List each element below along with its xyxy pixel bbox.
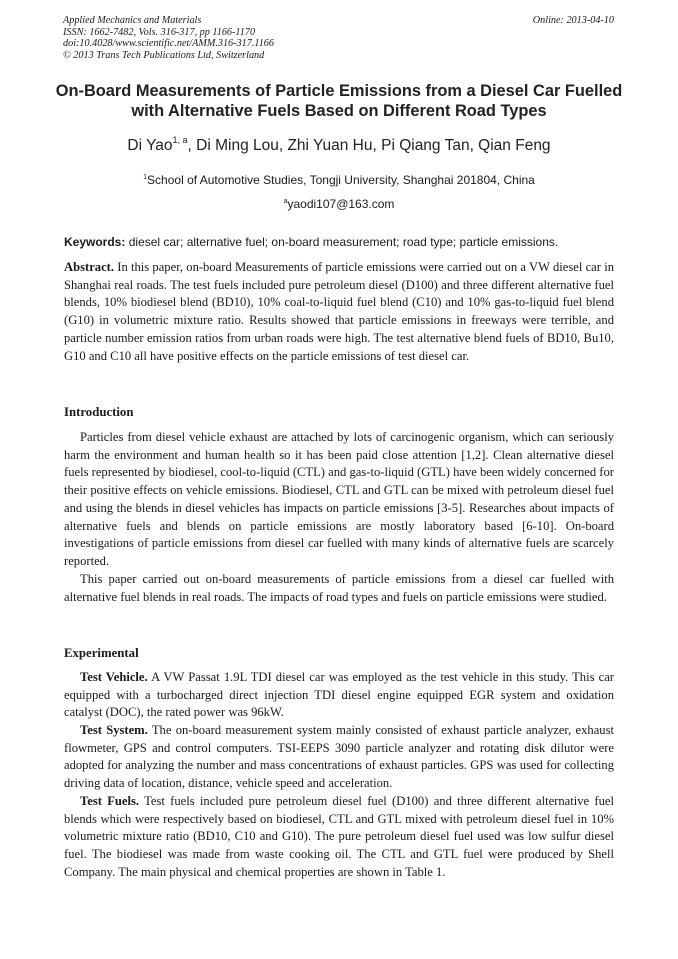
test-fuels-text: Test fuels included pure petroleum diesel fuel (D100) and three different alternative fuel blends which were respectively based on biodiesel, CTL and GTL mixed with petroleum diesel fuel in 10% volumetric mixture ratio (BD10, C10 and G10). The pure petroleum diesel fuel used was low sulfur diesel fuel. The biodiesel was made from waste cooking oil. The CTL and GTL fuel were produced by Shell Company. The main physical and chemical properties are shown in Table 1. [64, 794, 614, 879]
keywords [64, 235, 614, 249]
author-email [40, 197, 638, 211]
abstract-text: In this paper, on-board Measurements of particle emissions were carried out on a VW diesel car in Shanghai real roads. The test fuels included pure petroleum diesel (D100) and three different alternative fuel blends, 10% biodiesel blend (BD10), 10% coal-to-liquid fuel blend (C10) and 10% gas-to-liquid fuel blend (G10) in volumetric mixture ratio. Results showed that particle emissions in freeways were terrible, and particle number emission ratios from urban roads were high. The test alternative blend fuels of BD10, Bu10, G10 and C10 all have positive effects on the particle emissions of test diesel car. [64, 260, 614, 363]
online-date: Online: 2013-04-10 [532, 15, 614, 26]
test-fuels-label: Test Fuels. [80, 794, 140, 808]
test-system-text: The on-board measurement system mainly consisted of exhaust particle analyzer, exhaust flowmeter, GPS and control computers. TSI-EEPS 3090 particle analyzer and rotating disk dilutor were adopted for analyzing the number and mass concentrations of exhaust particles. GPS was used for collecting driving data of location, distance, vehicle speed and acceleration. [64, 723, 614, 791]
issn-line: ISSN: 1662-7482, Vols. 316-317, pp 1166-1170 [63, 26, 256, 38]
first-author-affiliation-mark: 1, a [172, 135, 188, 145]
introduction-paragraph-2: This paper carried out on-board measurements of particle emissions from a diesel car fuelled with alternative fuel blends in real roads. The impacts of road types and fuels on particle emissions were studied. [64, 572, 614, 604]
abstract-label: Abstract. [64, 260, 115, 274]
introduction-paragraph-1: Particles from diesel vehicle exhaust are attached by lots of carcinogenic organism, which can seriously harm the environment and human health so it has been paid close attention [1,2]. Clean alternative diesel fuels represented by biodiesel, cool-to-liquid (CTL) and gas-to-liquid (GTL) have been widely concerned for their positive effects on vehicle emissions. Biodiesel, CTL and GTL can be mixed with petroleum diesel fuel and using the blends in diesel vehicles has impacts on particle emissions [3-5]. Researches about impacts of alternative fuels and blends on particle emissions are mostly laboratory based [6-10]. On-board investigations of particle emissions from diesel car fuelled with many kinds of alternative fuels are scarcely reported. [64, 430, 614, 568]
test-vehicle-label: Test Vehicle. [80, 670, 148, 684]
email-text: yaodi107@163.com [287, 197, 395, 211]
affiliation-mark: 1 [143, 174, 148, 181]
test-vehicle-text: A VW Passat 1.9L TDI diesel car was employed as the test vehicle in this study. This car equipped with a turbocharged direct injection TDI diesel engine equipped EGR system and oxidation catalyst (DOC), the rated power was 96kW. [64, 670, 614, 720]
test-fuels-paragraph [64, 793, 614, 882]
abstract [64, 259, 614, 365]
experimental-heading: Experimental [64, 646, 139, 660]
email-mark: a [283, 198, 288, 205]
copyright-line: © 2013 Trans Tech Publications Ltd, Switzerland [63, 49, 265, 61]
keywords-text: diesel car; alternative fuel; on-board measurement; road type; particle emissions. [125, 235, 559, 249]
journal-name: Applied Mechanics and Materials [63, 15, 202, 26]
doi-line: doi:10.4028/www.scientific.net/AMM.316-317.1166 [63, 38, 274, 50]
test-system-paragraph [64, 722, 614, 793]
paper-title: On-Board Measurements of Particle Emissions from a Diesel Car Fuelled with Alternative Fuels Based on Different Road Types [55, 82, 623, 120]
other-authors: , Di Ming Lou, Zhi Yuan Hu, Pi Qiang Tan, Qian Feng [187, 137, 551, 154]
test-system-label: Test System. [80, 723, 148, 737]
author-list [40, 135, 638, 155]
affiliation [40, 173, 638, 187]
test-vehicle-paragraph [64, 669, 614, 722]
keywords-label: Keywords: [64, 235, 126, 249]
affiliation-text: School of Automotive Studies, Tongji University, Shanghai 201804, China [147, 173, 535, 187]
first-author: Di Yao [127, 137, 173, 154]
introduction-heading: Introduction [64, 405, 134, 419]
journal-header [63, 15, 614, 61]
